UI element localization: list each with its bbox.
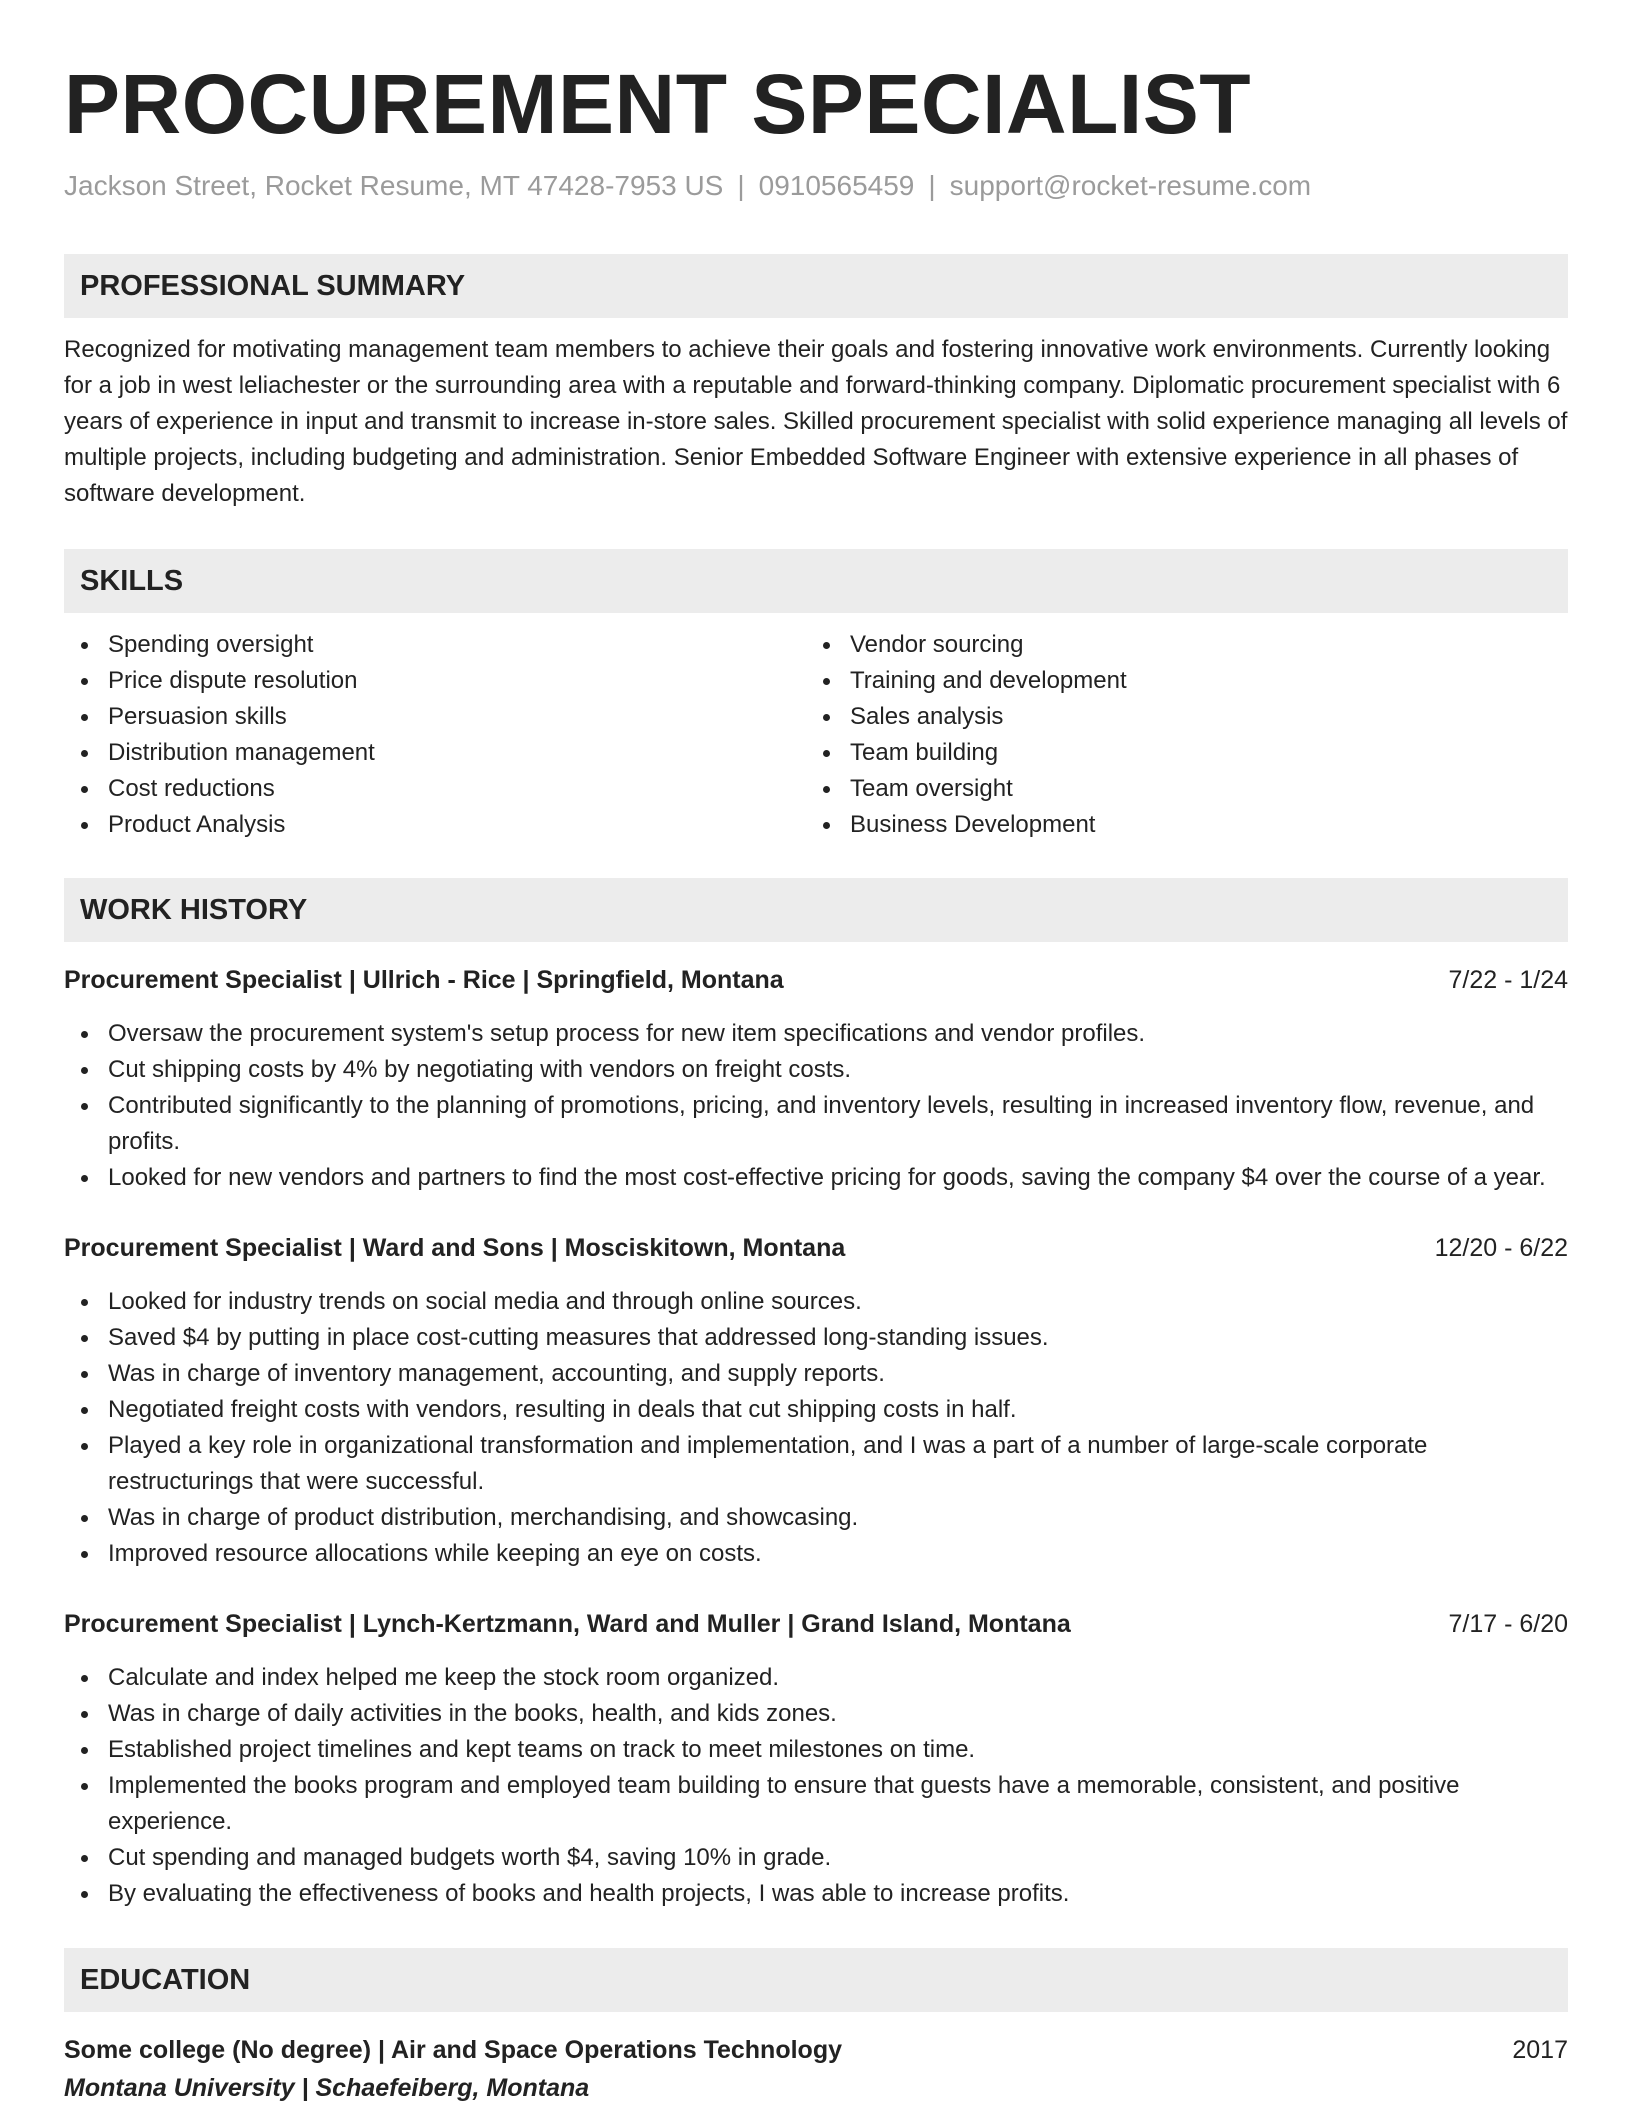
skills-left-column: [64, 627, 806, 843]
skill-item: Cost reductions: [64, 771, 806, 807]
job-dates: 7/22 - 1/24: [1448, 966, 1568, 994]
job-bullet: Contributed significantly to the planning of promotions, pricing, and inventory levels, resulting in increased inventory flow, revenue, and profits.: [64, 1088, 1568, 1160]
candidate-title: PROCUREMENT SPECIALIST: [64, 57, 1252, 151]
education-entry: [64, 2032, 1568, 2106]
education-degree: Some college (No degree) | Air and Space Operations Technology: [64, 2036, 842, 2064]
job-entry: [64, 962, 1568, 1196]
job-header: [64, 1230, 1568, 1266]
job-bullet: Played a key role in organizational transformation and implementation, and I was a part of a number of large-scale corporate restructurings that were successful.: [64, 1428, 1568, 1500]
job-entry: [64, 1606, 1568, 1912]
skill-item: Price dispute resolution: [64, 663, 806, 699]
skill-item: Training and development: [806, 663, 1548, 699]
education-heading: EDUCATION: [64, 1948, 1568, 2012]
job-bullets: [64, 1660, 1568, 1912]
job-bullets: [64, 1016, 1568, 1196]
contact-line: [64, 168, 1568, 204]
job-bullet: Was in charge of inventory management, accounting, and supply reports.: [64, 1356, 1568, 1392]
skill-item: Distribution management: [64, 735, 806, 771]
job-bullet: Looked for industry trends on social media and through online sources.: [64, 1284, 1568, 1320]
job-title: Procurement Specialist | Ward and Sons | Mosciskitown, Montana: [64, 1234, 846, 1262]
job-title: Procurement Specialist | Lynch-Kertzmann, Ward and Muller | Grand Island, Montana: [64, 1610, 1071, 1638]
job-bullet: Saved $4 by putting in place cost-cutting measures that addressed long-standing issues.: [64, 1320, 1568, 1356]
job-header: [64, 962, 1568, 998]
summary-text: Recognized for motivating management team members to achieve their goals and fostering innovative work environments. Currently looking for a job in west leliachester or the surrounding area with a reputable and forward-thinking company. Diplomatic procurement specialist with 6 years of experience in input and transmit to increase in-store sales. Skilled procurement specialist with solid experience managing all levels of multiple projects, including budgeting and administration. Senior Embedded Software Engineer with extensive experience in all phases of software development.: [64, 336, 1568, 507]
skill-item: Team building: [806, 735, 1548, 771]
job-bullets: [64, 1284, 1568, 1572]
job-dates: 12/20 - 6/22: [1434, 1234, 1568, 1262]
work-history-heading: WORK HISTORY: [64, 878, 1568, 942]
education-year: 2017: [1512, 2036, 1568, 2064]
job-entry: [64, 1230, 1568, 1572]
resume-page: [64, 56, 1568, 2106]
skill-item: Business Development: [806, 807, 1548, 843]
contact-separator: |: [737, 170, 745, 201]
job-bullet: Was in charge of product distribution, merchandising, and showcasing.: [64, 1500, 1568, 1536]
job-bullet: Negotiated freight costs with vendors, resulting in deals that cut shipping costs in half.: [64, 1392, 1568, 1428]
skills-columns: [64, 627, 1568, 843]
job-bullet: Calculate and index helped me keep the stock room organized.: [64, 1660, 1568, 1696]
email-link[interactable]: support@rocket-resume.com: [949, 170, 1312, 201]
job-bullet: Improved resource allocations while keeping an eye on costs.: [64, 1536, 1568, 1572]
phone-text: 0910565459: [758, 170, 915, 201]
summary-heading: PROFESSIONAL SUMMARY: [64, 254, 1568, 318]
contact-separator: |: [928, 170, 936, 201]
job-bullet: Cut spending and managed budgets worth $4, saving 10% in grade.: [64, 1840, 1568, 1876]
skill-item: Persuasion skills: [64, 699, 806, 735]
job-bullet: Oversaw the procurement system's setup process for new item specifications and vendor profiles.: [64, 1016, 1568, 1052]
job-bullet: Looked for new vendors and partners to find the most cost-effective pricing for goods, saving the company $4 over the course of a year.: [64, 1160, 1568, 1196]
skill-item: Sales analysis: [806, 699, 1548, 735]
skill-item: Team oversight: [806, 771, 1548, 807]
education-header: [64, 2032, 1568, 2068]
job-bullet: Was in charge of daily activities in the books, health, and kids zones.: [64, 1696, 1568, 1732]
education-school: Montana University | Schaefeiberg, Montana: [64, 2074, 590, 2102]
skill-item: Vendor sourcing: [806, 627, 1548, 663]
job-bullet: By evaluating the effectiveness of books and health projects, I was able to increase profits.: [64, 1876, 1568, 1912]
skills-heading: SKILLS: [64, 549, 1568, 613]
address-text: Jackson Street, Rocket Resume, MT 47428-7953 US: [64, 170, 724, 201]
skill-item: Product Analysis: [64, 807, 806, 843]
skills-right-column: [806, 627, 1548, 843]
job-bullet: Established project timelines and kept teams on track to meet milestones on time.: [64, 1732, 1568, 1768]
job-header: [64, 1606, 1568, 1642]
job-bullet: Implemented the books program and employed team building to ensure that guests have a memorable, consistent, and positive experience.: [64, 1768, 1568, 1840]
job-bullet: Cut shipping costs by 4% by negotiating with vendors on freight costs.: [64, 1052, 1568, 1088]
skill-item: Spending oversight: [64, 627, 806, 663]
job-dates: 7/17 - 6/20: [1448, 1610, 1568, 1638]
job-title: Procurement Specialist | Ullrich - Rice | Springfield, Montana: [64, 966, 784, 994]
